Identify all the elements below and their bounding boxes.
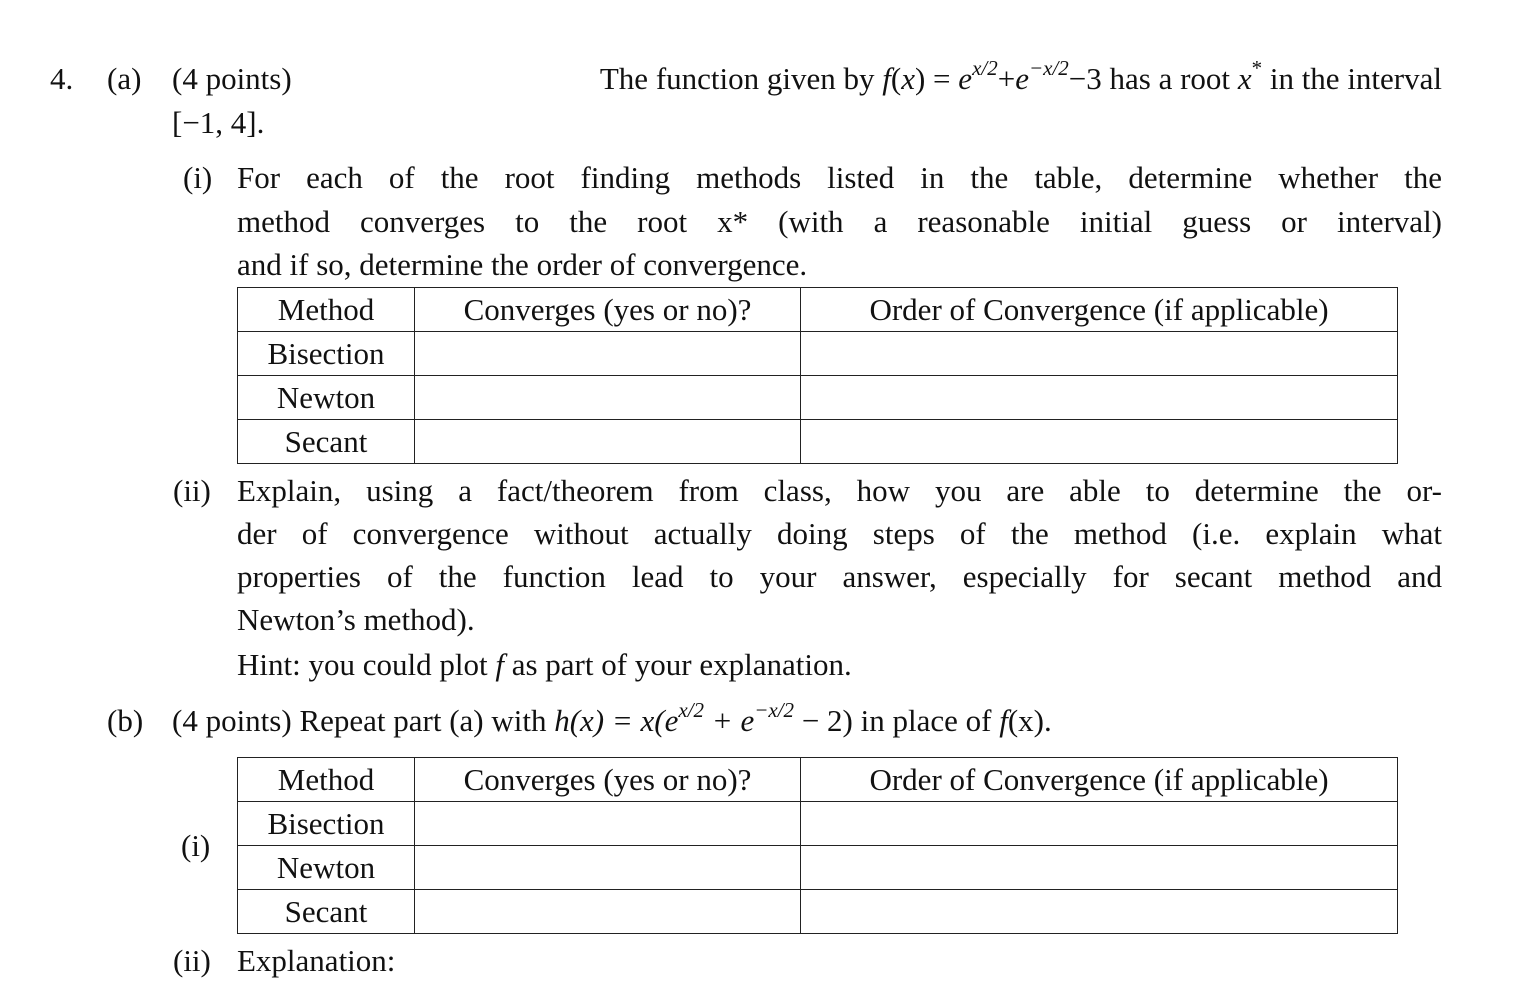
header-converges: Converges (yes or no)?	[415, 288, 801, 332]
answer-cell-converges[interactable]	[415, 802, 801, 846]
part-b-ii-label: (ii)	[173, 943, 211, 978]
answer-cell-converges[interactable]	[415, 376, 801, 420]
part-a-i-line3: and if so, determine the order of convergence.	[237, 247, 808, 282]
part-a-ii-line1: Explain, using a fact/theorem from class, how you are able to determine the or-	[237, 473, 1442, 508]
method-secant: Secant	[238, 890, 415, 934]
convergence-table-a	[237, 287, 1398, 464]
answer-cell-converges[interactable]	[415, 890, 801, 934]
answer-cell-order[interactable]	[801, 332, 1398, 376]
part-a-points: (4 points)	[172, 61, 292, 96]
convergence-table-b	[237, 757, 1398, 934]
method-bisection: Bisection	[238, 332, 415, 376]
table-row	[238, 420, 1398, 464]
part-a-ii-hint: Hint: you could plot f as part of your explanation.	[237, 647, 852, 682]
table-row	[238, 890, 1398, 934]
header-order: Order of Convergence (if applicable)	[801, 758, 1398, 802]
table-header-row	[238, 758, 1398, 802]
answer-cell-order[interactable]	[801, 802, 1398, 846]
answer-cell-converges[interactable]	[415, 846, 801, 890]
part-a-statement	[172, 55, 1442, 99]
part-b-label: (b)	[107, 703, 144, 738]
header-converges: Converges (yes or no)?	[415, 758, 801, 802]
answer-cell-converges[interactable]	[415, 332, 801, 376]
table-row	[238, 846, 1398, 890]
answer-cell-order[interactable]	[801, 376, 1398, 420]
method-secant: Secant	[238, 420, 415, 464]
part-b-i-label: (i)	[181, 828, 211, 863]
part-a-interval: [−1, 4].	[172, 105, 265, 140]
part-a-label: (a)	[107, 61, 142, 96]
problem-number: 4.	[50, 61, 74, 96]
answer-cell-order[interactable]	[801, 846, 1398, 890]
part-a-function-text: The function given by $f(x) = e^{x/2}+e^{-x/2}-3$ has a root x* in the interval	[599, 55, 1442, 96]
table-header-row	[238, 288, 1398, 332]
table-row	[238, 376, 1398, 420]
method-newton: Newton	[238, 376, 415, 420]
table-row	[238, 802, 1398, 846]
method-newton: Newton	[238, 846, 415, 890]
answer-cell-order[interactable]	[801, 890, 1398, 934]
part-a-ii-line4: Newton’s method).	[237, 602, 475, 637]
table-row	[238, 332, 1398, 376]
part-b-statement: (4 points) Repeat part (a) with $h(x) = x(e^{x/2} + e^{-x/2} - 2)$ in place of f(x).	[172, 697, 1052, 738]
part-a-i-line1: For each of the root finding methods listed in the table, determine whether the	[237, 160, 1442, 195]
header-method: Method	[238, 288, 415, 332]
answer-cell-order[interactable]	[801, 420, 1398, 464]
part-a-i-label: (i)	[183, 160, 213, 195]
part-a-i-line2: method converges to the root x* (with a reasonable initial guess or interval)	[237, 204, 1442, 239]
header-order: Order of Convergence (if applicable)	[801, 288, 1398, 332]
part-b-ii-explanation: Explanation:	[237, 943, 396, 978]
answer-cell-converges[interactable]	[415, 420, 801, 464]
method-bisection: Bisection	[238, 802, 415, 846]
header-method: Method	[238, 758, 415, 802]
part-a-ii-label: (ii)	[173, 473, 211, 508]
part-a-ii-line2: der of convergence without actually doing steps of the method (i.e. explain what	[237, 516, 1442, 551]
part-a-ii-line3: properties of the function lead to your answer, especially for secant method and	[237, 559, 1442, 594]
